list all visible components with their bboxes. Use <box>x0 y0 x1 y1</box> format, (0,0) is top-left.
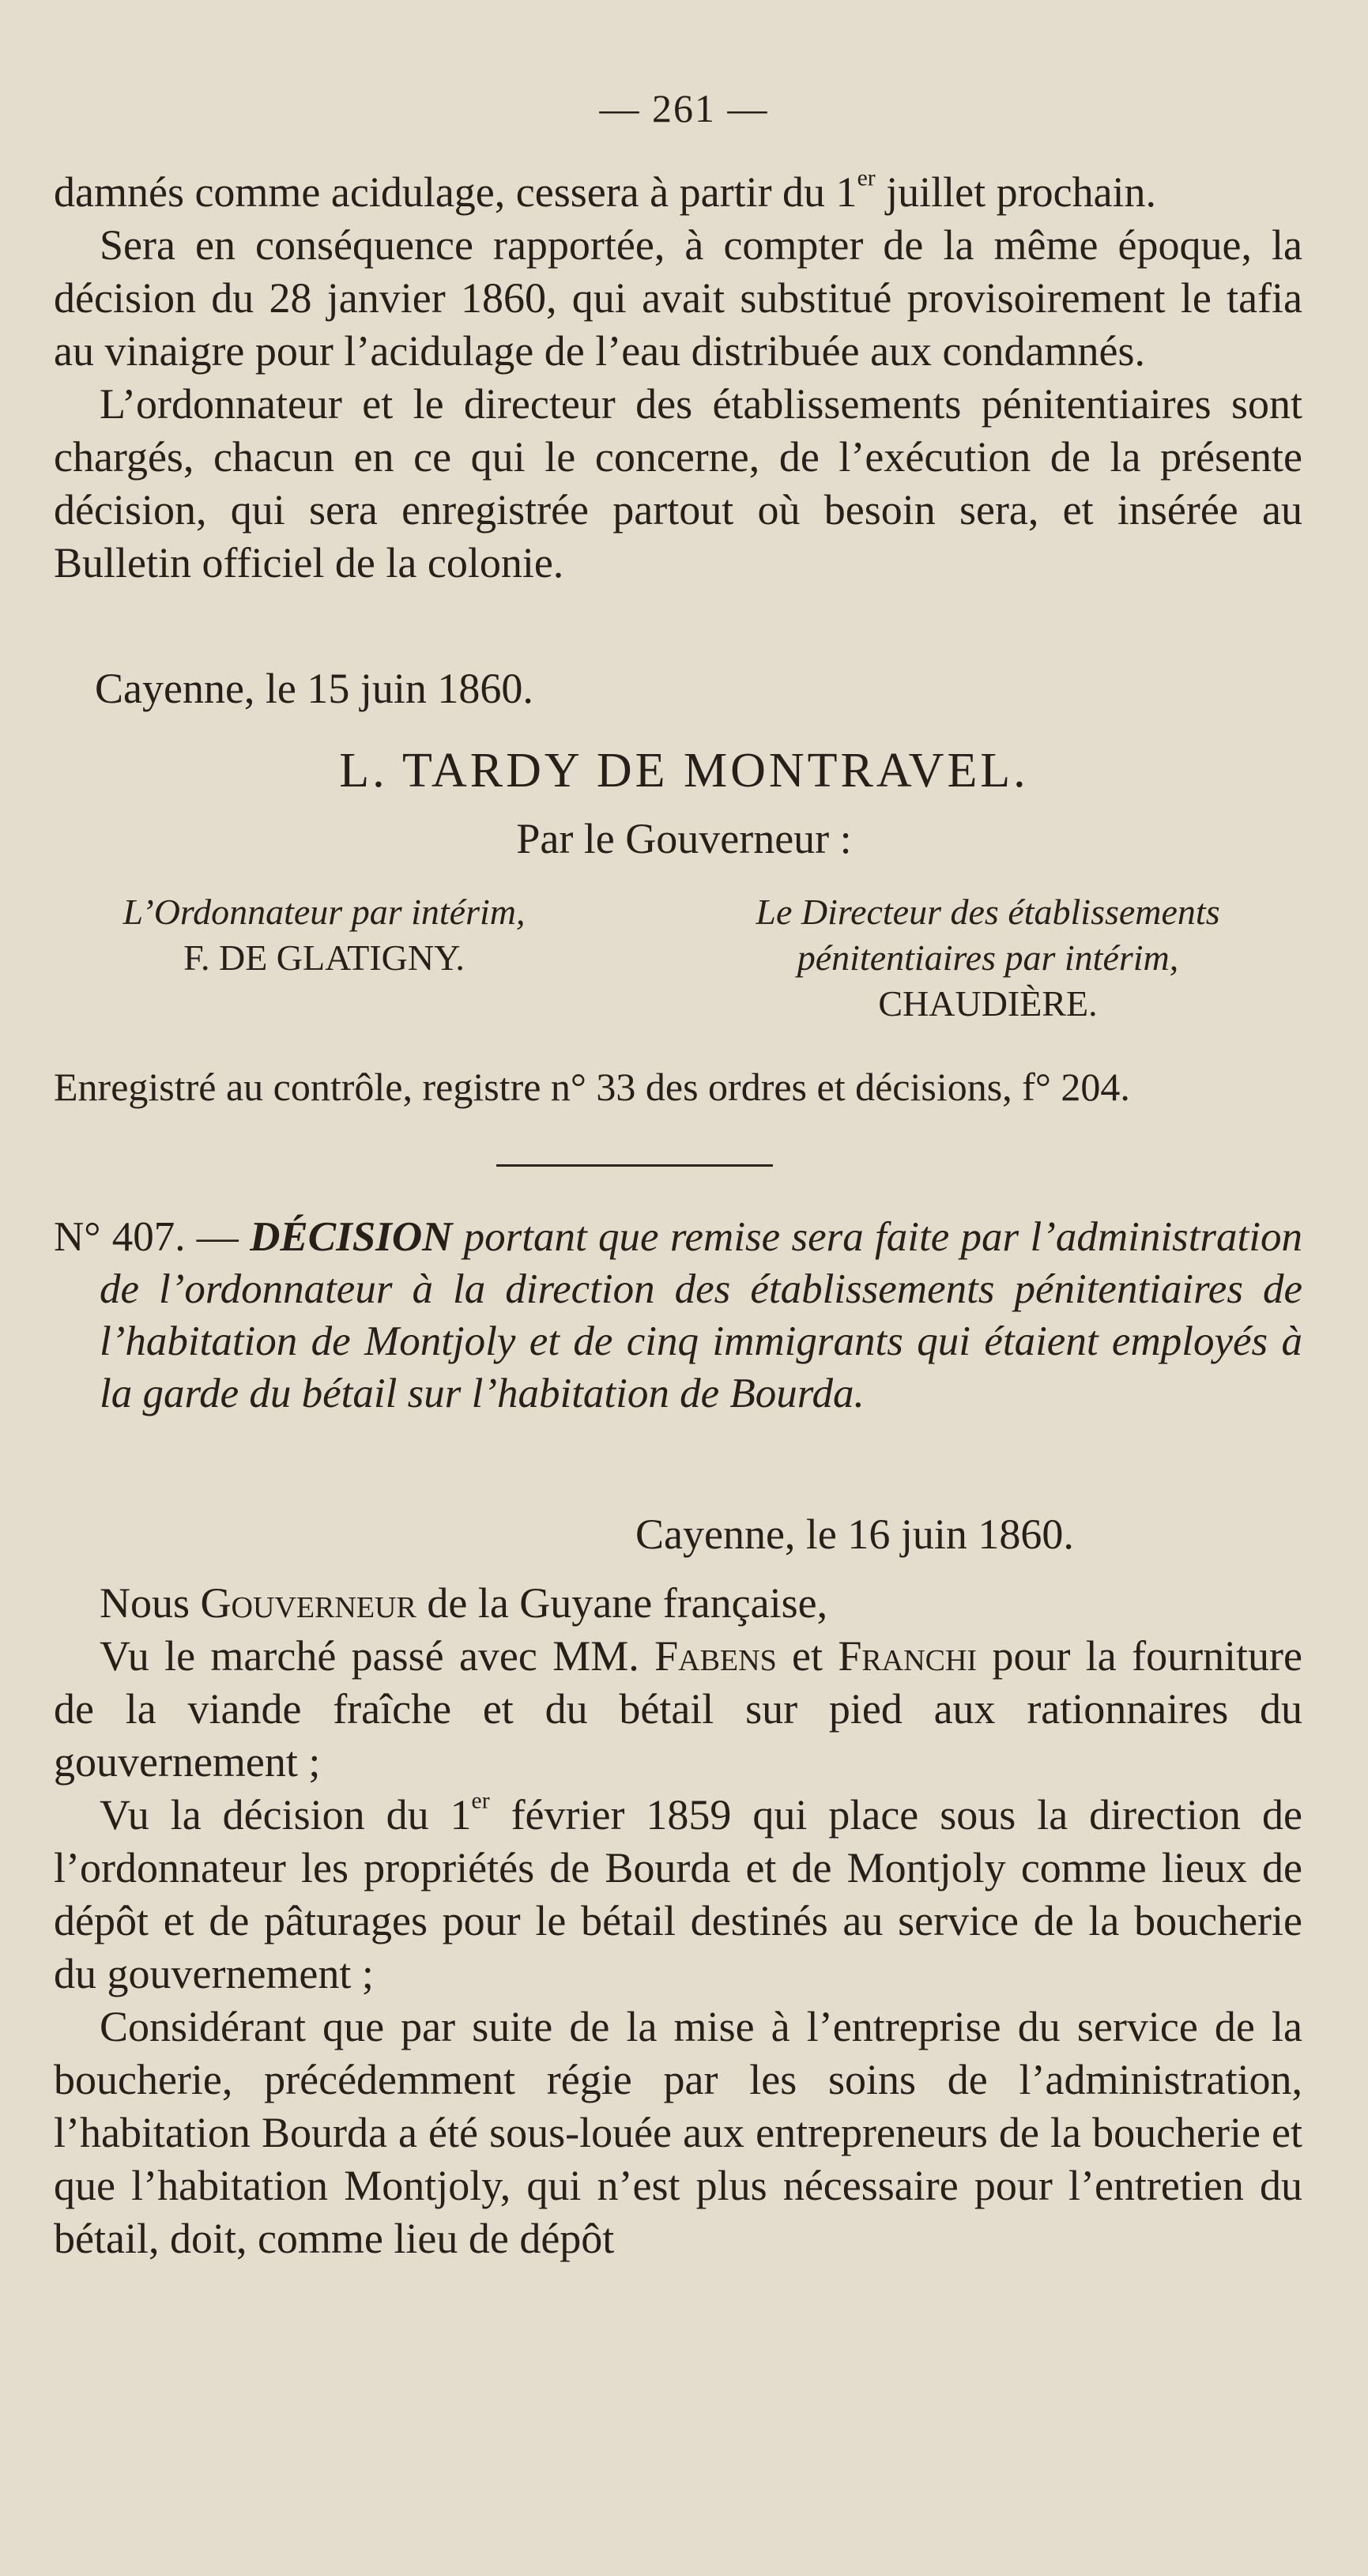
left-signatory-name: F. DE GLATIGNY. <box>183 937 465 978</box>
decision-number: N° 407. — <box>54 1214 251 1260</box>
page-number: — 261 — <box>599 86 769 130</box>
decision-vu-2: Vu la décision du 1er février 1859 qui place sous la direction de l’ordonnateur les propriétés de Bourda et de Montjoly comme lieux de dépôt et de pâturages pour le bétail destinés au service de la boucherie du gouvernement ; <box>54 1788 1302 1997</box>
paragraph-continuation: damnés comme acidulage, cessera à partir du 1er juillet prochain. <box>54 165 1157 216</box>
decision-body <box>54 1577 1302 2265</box>
continued-decision-text <box>54 166 1302 590</box>
by-governor-line: Par le Gouverneur : <box>516 815 852 862</box>
section-divider <box>496 1164 773 1167</box>
decision-heading-text: portant que remise sera faite par l’administration de l’ordonnateur à la direction des établissements pénitentiaires de l’habitation de Montjoly et de cinq immigrants qui étaient employés à la garde du bétail sur l’habitation de Bourda. <box>100 1214 1302 1416</box>
decision-considerant: Considérant que par suite de la mise à l’entreprise du service de la boucherie, précédemment régie par les soins de l’administration, l’habitation Bourda a été sous-louée aux entrepreneurs de la boucherie et que l’habitation Montjoly, qui n’est plus nécessaire pour l’entretien du bétail, doit, comme lieu de dépôt <box>54 2003 1302 2262</box>
place-date: Cayenne, le 15 juin 1860. <box>95 665 533 712</box>
paragraph-rescission: Sera en conséquence rapportée, à compter de la même époque, la décision du 28 janvier 1860, qui avait substitué provisoirement le tafia au vinaigre pour l’acidulage de l’eau distribuée aux condamnés. <box>54 221 1302 375</box>
right-signatory-title-1: Le Directeur des établissements <box>756 892 1220 932</box>
registration-note: Enregistré au contrôle, registre n° 33 des ordres et décisions, f° 204. <box>54 1065 1130 1109</box>
decision-heading <box>54 1211 1302 1420</box>
paragraph-execution: L’ordonnateur et le directeur des établissements pénitentiaires sont chargés, chacun en ce qui le concerne, de l’exécution de la présente décision, qui sera enregistrée partout où besoin sera, et insérée au Bulletin officiel de la colonie. <box>54 380 1302 586</box>
left-signatory-title: L’Ordonnateur par intérim, <box>122 892 526 932</box>
right-signatory-name: CHAUDIÈRE. <box>878 983 1098 1024</box>
decision-place-date: Cayenne, le 16 juin 1860. <box>635 1511 1074 1558</box>
decision-vu-1: Vu le marché passé avec MM. Fabens et Franchi pour la fourniture de la viande fraîche et du bétail sur pied aux rationnaires du gouvernement ; <box>54 1632 1303 1786</box>
decision-intro: Nous Gouverneur de la Guyane française, <box>100 1579 828 1627</box>
right-signatory-title-2: pénitentiaires par intérim, <box>797 937 1179 978</box>
right-signatory <box>680 889 1296 1027</box>
governor-signature: L. TARDY DE MONTRAVEL. <box>339 744 1029 798</box>
left-signatory <box>79 889 569 981</box>
decision-keyword: DÉCISION <box>250 1214 453 1260</box>
